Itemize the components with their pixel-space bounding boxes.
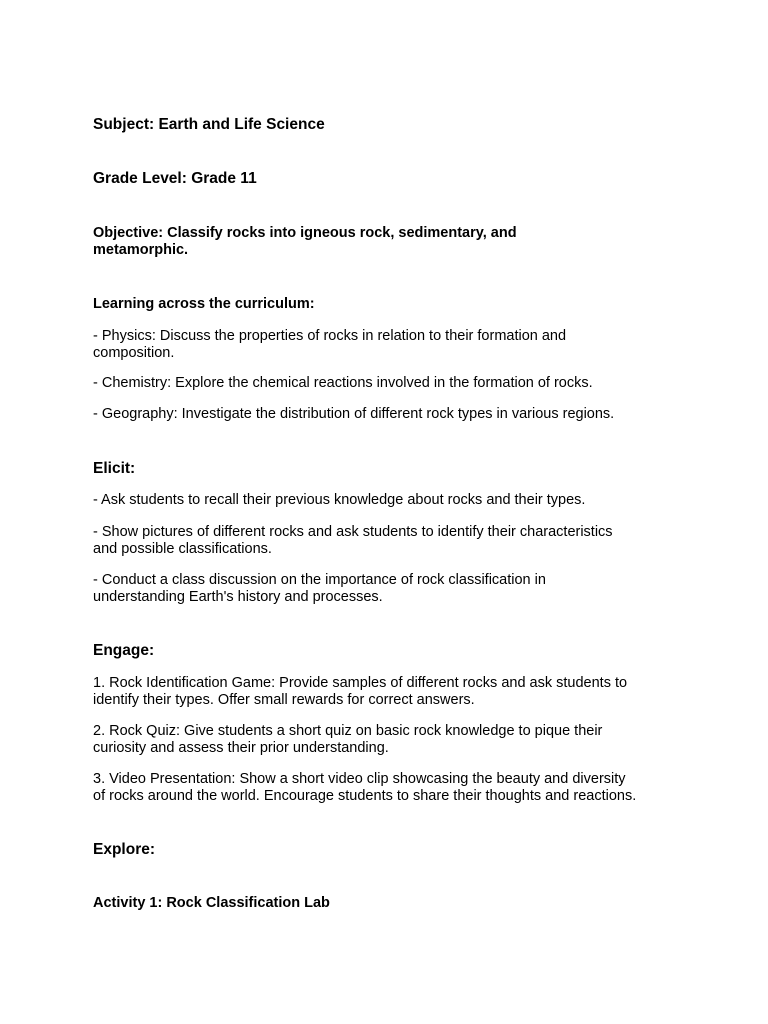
elicit-item-2 [93, 524, 693, 558]
learning-across-heading: Learning across the curriculum: [93, 296, 315, 312]
engage-heading: Engage: [93, 642, 155, 659]
learning-item-line-1: - Geography: Investigate the distribution of different rock types in various regions. [93, 406, 615, 422]
engage-item-2 [93, 723, 693, 757]
activity-1-heading: Activity 1: Rock Classification Lab [93, 895, 330, 911]
engage-item-line-2: of rocks around the world. Encourage students to share their thoughts and reactions. [93, 788, 637, 804]
learning-item-physics [93, 328, 693, 362]
elicit-heading: Elicit: [93, 460, 136, 477]
learning-item-line-2: composition. [93, 345, 175, 361]
elicit-item-line-2: and possible classifications. [93, 541, 272, 557]
engage-item-line-1: 1. Rock Identification Game: Provide samples of different rocks and ask students to [93, 675, 628, 691]
elicit-item-line-1: - Show pictures of different rocks and ask students to identify their characteristics [93, 524, 613, 540]
learning-item-line-1: - Physics: Discuss the properties of rocks in relation to their formation and [93, 328, 567, 344]
subject-heading: Subject: Earth and Life Science [93, 116, 325, 133]
objective-heading [93, 225, 693, 259]
elicit-item-line-1: - Conduct a class discussion on the importance of rock classification in [93, 572, 546, 588]
explore-heading: Explore: [93, 841, 156, 858]
learning-item-chemistry [93, 375, 693, 392]
elicit-item-3 [93, 572, 693, 606]
grade-level-heading: Grade Level: Grade 11 [93, 170, 257, 187]
engage-item-3 [93, 771, 693, 805]
engage-item-line-1: 2. Rock Quiz: Give students a short quiz on basic rock knowledge to pique their [93, 723, 603, 739]
engage-item-line-2: identify their types. Offer small rewards for correct answers. [93, 692, 475, 708]
engage-item-1 [93, 675, 693, 709]
elicit-item-line-2: understanding Earth's history and processes. [93, 589, 383, 605]
elicit-item-line-1: - Ask students to recall their previous knowledge about rocks and their types. [93, 492, 586, 508]
elicit-item-1 [93, 492, 693, 509]
engage-item-line-1: 3. Video Presentation: Show a short video clip showcasing the beauty and diversity [93, 771, 626, 787]
objective-line-2: metamorphic. [93, 242, 189, 258]
engage-item-line-2: curiosity and assess their prior understanding. [93, 740, 389, 756]
learning-item-geography [93, 406, 693, 423]
objective-line-1: Objective: Classify rocks into igneous rock, sedimentary, and [93, 225, 517, 241]
learning-item-line-1: - Chemistry: Explore the chemical reactions involved in the formation of rocks. [93, 375, 593, 391]
